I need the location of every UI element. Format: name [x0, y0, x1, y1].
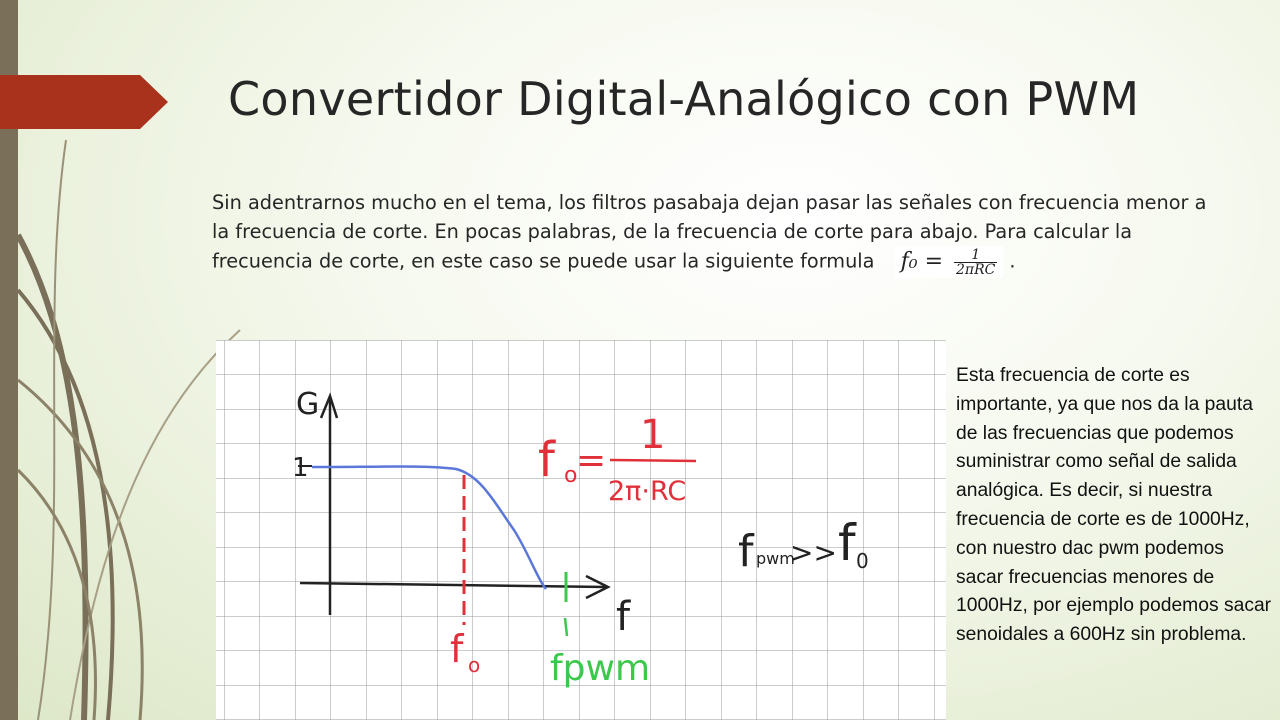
cutoff-subscript: o [468, 653, 481, 677]
sketch-formula-lhs: f [538, 432, 555, 488]
slide-title: Convertidor Digital-Analógico con PWM [228, 72, 1140, 126]
title-marker [0, 75, 170, 129]
intro-end: . [1009, 249, 1016, 273]
relation-right-sub: 0 [856, 549, 869, 573]
relation-right: f [838, 514, 856, 572]
pwm-label: fpwm [550, 648, 651, 689]
formula-denominator: 2πRC [956, 261, 996, 278]
y-axis-label: G [296, 387, 320, 422]
intro-text: Sin adentrarnos mucho en el tema, los filtros pasabaja dejan pasar las señales con frecuencia menor a la frecuencia de corte. En pocas palabras, de la frecuencia de corte para abajo. Para calcular la frecuencia de corte, en este caso se puede usar la siguiente formula [212, 191, 1207, 273]
cutoff-formula [895, 246, 1004, 278]
sketch-formula-num: 1 [640, 412, 666, 458]
sketch-formula-lhs-sub: o [564, 463, 578, 488]
relation-left-sub: pwm [756, 549, 795, 568]
x-axis-label: f [616, 594, 631, 640]
y-tick-label: 1 [292, 453, 309, 483]
side-paragraph: Esta frecuencia de corte es importante, ya que nos da la pauta de las frecuencias que podemos suministrar como señal de salida analógica. Es decir, si nuestra frecuencia de corte es de 1000Hz, con nuestro dac pwm podemos sacar frecuencias menores de 1000Hz, por ejemplo podemos sacar senoidales a 600Hz sin problema. [956, 365, 1272, 646]
cutoff-label: f [450, 627, 464, 671]
sketch-formula-bar [610, 460, 696, 461]
formula-lhs: f₀ = [900, 249, 944, 274]
formula-fraction [954, 248, 997, 277]
relation-left: f [738, 526, 754, 577]
relation-operator: >> [790, 536, 837, 569]
lowpass-filter-sketch [216, 340, 946, 720]
formula-numerator: 1 [954, 248, 997, 263]
sketch-formula-eq: = [576, 440, 607, 481]
sketch-formula-den: 2π·RC [608, 476, 687, 507]
intro-paragraph [212, 188, 1222, 278]
